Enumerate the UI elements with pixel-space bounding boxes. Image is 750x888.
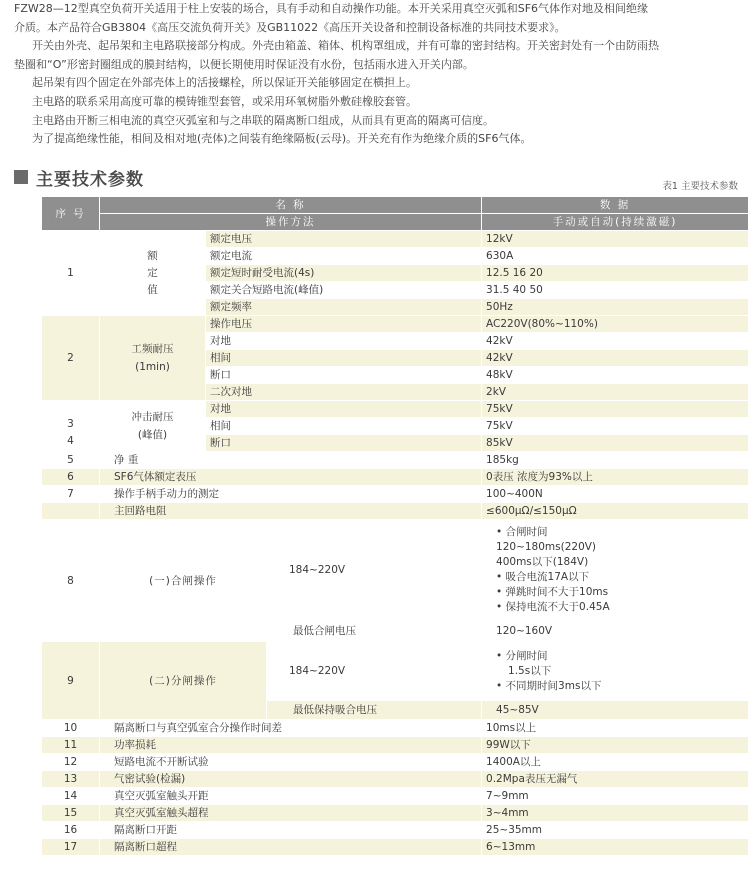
intro-line: 介质。本产品符合GB3804《高压交流负荷开关》及GB11022《高压开关设备和控制设备标准的共同技术要求》。 [14, 20, 566, 34]
row-no-3: 3 [67, 418, 74, 430]
param-value: 42kV [482, 350, 749, 367]
table-row [42, 401, 749, 418]
param-name: 二次对地 [206, 384, 482, 401]
param-value: AC220V(80%~110%) [482, 316, 749, 333]
row-no: 5 [42, 452, 100, 469]
value-line: • 不同期时间3ms以下 [496, 679, 602, 692]
row-no: 8 [42, 520, 100, 642]
param-name: 最低合闸电压 [267, 621, 482, 642]
row-no: 15 [42, 805, 100, 822]
header-name: 名 称 [100, 197, 482, 214]
row-no: 12 [42, 754, 100, 771]
table-row [42, 469, 749, 486]
param-value: ≤600μΩ/≤150μΩ [482, 503, 749, 520]
row-no: 9 [42, 642, 100, 720]
section-heading [14, 166, 144, 188]
param-value: 12.5 16 20 [482, 265, 749, 282]
param-value: 12kV [482, 231, 749, 248]
voltage-range: 184~220V [267, 642, 482, 701]
table-row [42, 822, 749, 839]
param-name: 断口 [206, 435, 482, 452]
param-value: 185kg [482, 452, 749, 469]
group-label-char: 定 [147, 266, 158, 279]
row-no: 7 [42, 486, 100, 503]
param-name: 相间 [206, 418, 482, 435]
table-row [42, 316, 749, 333]
param-value: 0表压 浓度为93%以上 [482, 469, 749, 486]
group-label [100, 316, 206, 401]
row-no: 6 [42, 469, 100, 486]
param-value: 75kV [482, 401, 749, 418]
param-value: 45~85V [482, 701, 749, 720]
row-no [42, 503, 100, 520]
value-line: • 合闸时间 [496, 526, 548, 538]
header-data: 数 据 [482, 197, 749, 214]
param-value: 85kV [482, 435, 749, 452]
param-name: 主回路电阻 [100, 503, 482, 520]
param-value: 42kV [482, 333, 749, 350]
param-value: 99W以下 [482, 737, 749, 754]
param-value: 100~400N [482, 486, 749, 503]
param-value-list [482, 520, 749, 621]
param-name: 对地 [206, 333, 482, 350]
header-data-sub: 手动或自动(持续激磁) [482, 214, 749, 231]
param-value: 1400A以上 [482, 754, 749, 771]
table-row [42, 452, 749, 469]
value-line: • 弹跳时间不大于10ms [496, 586, 609, 598]
voltage-range: 184~220V [267, 520, 482, 621]
param-value: 25~35mm [482, 822, 749, 839]
param-name: 相间 [206, 350, 482, 367]
value-line: • 分闸时间 [496, 649, 548, 662]
group-label [100, 231, 206, 316]
group-label-line: (1min) [135, 361, 170, 373]
param-name: 操作电压 [206, 316, 482, 333]
param-value: 50Hz [482, 299, 749, 316]
row-no: 10 [42, 720, 100, 737]
param-name: 短路电流不开断试验 [100, 754, 482, 771]
intro-line: 主电路由开断三相电流的真空灭弧室和与之串联的隔离断口组成，从而具有更高的隔离可信度。 [32, 113, 494, 127]
param-value: 75kV [482, 418, 749, 435]
intro-line: 垫圈和“O”形密封圈组成的膜封结构，以便长期使用时保证没有水份，包括雨水进入开关内部。 [14, 57, 474, 71]
param-name: 功率损耗 [100, 737, 482, 754]
table-row [42, 839, 749, 856]
intro-line: 起吊架有四个固定在外部壳体上的活接螺栓，所以保证开关能够固定在横担上。 [32, 76, 417, 90]
row-no: 1 [42, 231, 100, 316]
table-row [42, 788, 749, 805]
table-row [42, 231, 749, 248]
row-no: 17 [42, 839, 100, 856]
table-row [42, 805, 749, 822]
header-method: 操作方法 [100, 214, 482, 231]
param-name: 真空灭弧室触头超程 [100, 805, 482, 822]
param-name: 最低保持吸合电压 [267, 701, 482, 720]
table-row [42, 520, 749, 621]
table-row [42, 754, 749, 771]
param-name: 隔离断口开距 [100, 822, 482, 839]
row-no: 13 [42, 771, 100, 788]
param-name: 额定电压 [206, 231, 482, 248]
param-value: 630A [482, 248, 749, 265]
section-square-icon [14, 170, 28, 184]
table-row [42, 737, 749, 754]
header-no: 序 号 [42, 197, 100, 231]
param-value: 48kV [482, 367, 749, 384]
param-value: 3~4mm [482, 805, 749, 822]
param-name: 额定频率 [206, 299, 482, 316]
group-label-line: 冲击耐压 [131, 411, 174, 423]
table-row [42, 642, 749, 701]
group-label-char: 额 [147, 249, 158, 262]
row-no: 2 [42, 316, 100, 401]
param-name: 隔离断口与真空弧室合分操作时间差 [100, 720, 482, 737]
table-row [42, 486, 749, 503]
table-row [42, 503, 749, 520]
group-label-char: 值 [147, 283, 158, 296]
spec-table [41, 196, 749, 856]
param-value-list [482, 642, 749, 701]
value-line: 120~180ms(220V) [496, 541, 597, 553]
group-label: (一)合闸操作 [100, 520, 267, 642]
intro-line: FZW28—12型真空负荷开关适用于柱上安装的场合，具有手动和自动操作功能。本开关采用真空灭弧和SF6气体作对地及相间绝缘 [14, 2, 649, 15]
row-no: 11 [42, 737, 100, 754]
param-value: 31.5 40 50 [482, 282, 749, 299]
intro-line: 为了提高绝缘性能，相间及相对地(壳体)之间装有绝缘隔板(云母)。开关充有作为绝缘介质的SF6气体。 [32, 132, 532, 146]
value-line: 400ms以下(184V) [496, 556, 589, 568]
value-line: • 保持电流不大于0.45A [496, 601, 610, 613]
param-name: SF6气体额定表压 [100, 469, 482, 486]
intro-line: 开关由外壳、起吊架和主电路联接部分构成。外壳由箱盖、箱体、机构罩组成，并有可靠的密封结构。开关密封处有一个由防雨热 [32, 39, 659, 53]
table-row [42, 720, 749, 737]
section-title: 主要技术参数 [36, 169, 144, 190]
table-caption: 表1 主要技术参数 [662, 181, 738, 192]
row-no [42, 401, 100, 452]
row-no: 16 [42, 822, 100, 839]
param-name: 额定电流 [206, 248, 482, 265]
param-value: 0.2Mpa表压无漏气 [482, 771, 749, 788]
row-no-4: 4 [67, 435, 74, 447]
param-name: 对地 [206, 401, 482, 418]
param-name: 气密试验(检漏) [100, 771, 482, 788]
table-row [42, 771, 749, 788]
param-name: 额定关合短路电流(峰值) [206, 282, 482, 299]
row-no: 14 [42, 788, 100, 805]
param-name: 净 重 [100, 452, 482, 469]
param-value: 7~9mm [482, 788, 749, 805]
group-label-line: 工频耐压 [131, 343, 174, 355]
value-line: • 吸合电流17A以下 [496, 571, 590, 583]
param-name: 真空灭弧室触头开距 [100, 788, 482, 805]
param-value: 120~160V [482, 621, 749, 642]
param-value: 6~13mm [482, 839, 749, 856]
param-value: 2kV [482, 384, 749, 401]
intro-text [14, 0, 746, 149]
group-label-line: (峰值) [137, 429, 168, 441]
intro-line: 主电路的联系采用高度可靠的模铸锥型套管，或采用环氧树脂外敷硅橡胶套管。 [32, 94, 417, 108]
param-value: 10ms以上 [482, 720, 749, 737]
group-label: (二)分闸操作 [100, 642, 267, 720]
param-name: 断口 [206, 367, 482, 384]
group-label [100, 401, 206, 452]
param-name: 操作手柄手动力的测定 [100, 486, 482, 503]
value-line: 1.5s以下 [508, 664, 552, 677]
param-name: 额定短时耐受电流(4s) [206, 265, 482, 282]
param-name: 隔离断口超程 [100, 839, 482, 856]
